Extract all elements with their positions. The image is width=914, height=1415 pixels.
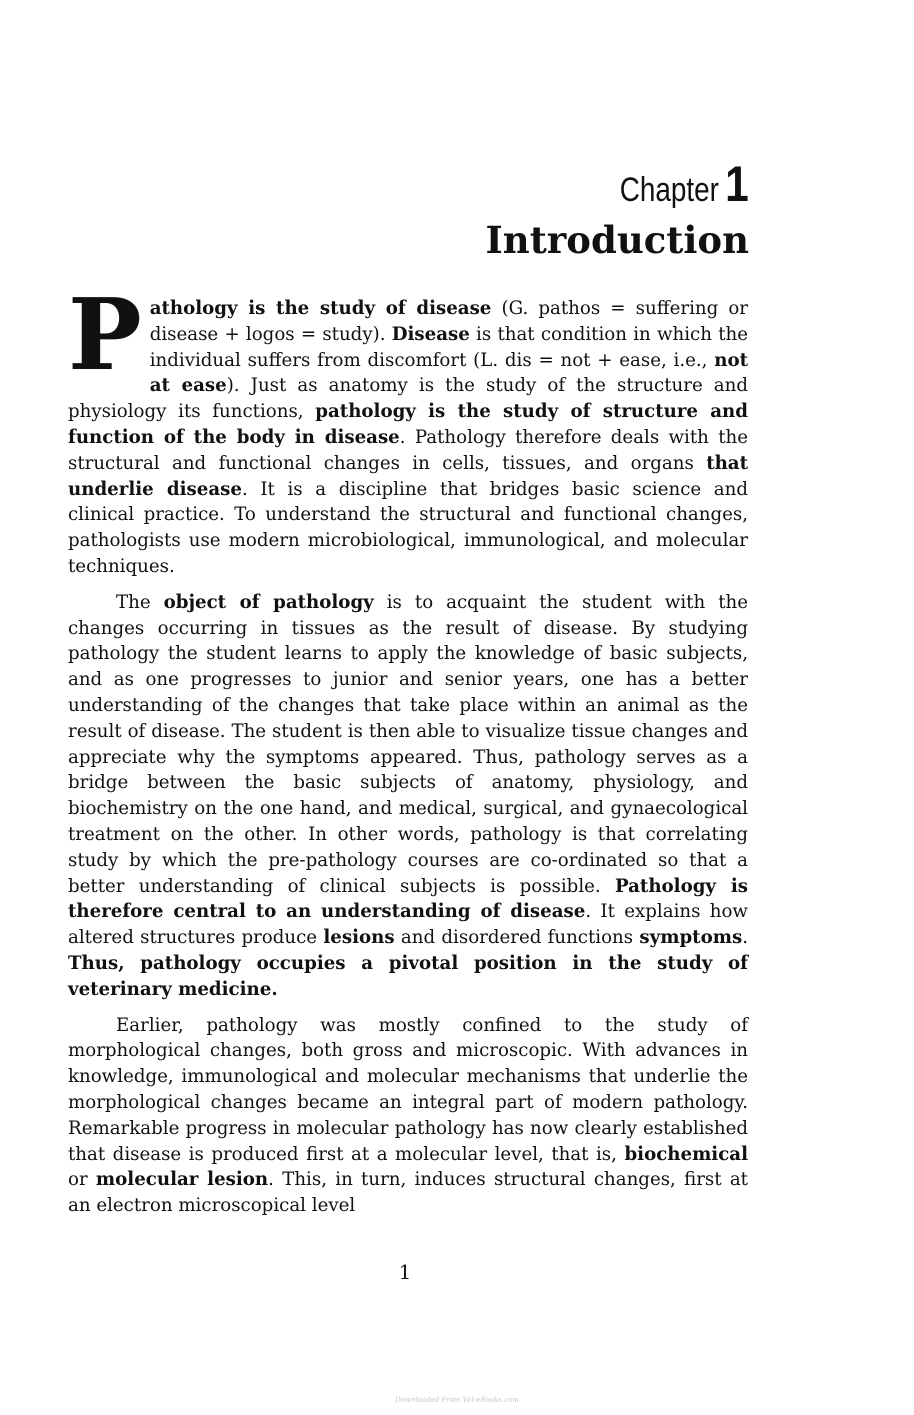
bold-phrase: symptoms [639,927,743,949]
bold-phrase: object of pathology [163,591,374,613]
page-number: 1 [398,1260,412,1284]
text-run: . It is a discipline that bridges basic science and clinical practice. To understand the structural and functional changes, pathologists use modern microbiological, immunological, and molecular techniques. [68,478,748,577]
text-run: . It explains how altered structures produce [68,901,748,949]
bold-phrase: Pathology is therefore central to an understanding of disease [68,875,748,923]
text-run: Earlier, pathology was mostly confined to the study of morphological changes, both gross and microscopic. With advances in knowledge, immunological and molecular mechanisms that underlie the morphological changes became an integral part of modern pathology. Remarkable progress in molecular pathology has now clearly established that disease is produced first at a molecular level, that is, [68,1014,748,1165]
paragraph-1 [68,278,748,580]
text-run: is that condition in which the individual suffers from discomfort (L. dis = not + ease, i.e., [149,323,748,371]
chapter-heading [598,155,749,213]
text-run: . Pathology therefore deals with the structural and functional changes in cells, tissues, and organs [68,426,748,474]
bold-phrase: that underlie disease [68,452,748,500]
drop-cap: P [68,278,142,393]
paragraph-2 [68,590,748,1003]
text-run: ). Just as anatomy is the study of the structure and physiology its functions, [68,375,748,423]
text-run: is to acquaint the student with the changes occurring in tissues as the result of disease. By studying pathology the student learns to apply the knowledge of basic subjects, and as one progresses to junior and senior years, one has a better understanding of the changes that take place within an animal as the result of disease. The student is then able to visualize tissue changes and appreciate why the symptoms appeared. Thus, pathology serves as a bridge between the basic subjects of anatomy, physiology, and biochemistry on the one hand, and medical, surgical, and gynaecological treatment on the other. In other words, pathology is that correlating study by which the pre-pathology courses are co-ordinated so that a better understanding of clinical subjects is possible. [68,591,748,897]
text-run: (G. pathos = suffering or disease + logos = study). [149,298,748,345]
paragraph-3 [68,1013,748,1219]
bold-phrase: pathology is the study of structure and function of the body in disease [68,401,748,448]
bold-phrase: lesions [323,927,395,949]
text-run: The [116,591,164,613]
body-text [68,278,748,1229]
bold-phrase: athology is the study of disease [149,298,492,319]
text-run: or [68,1169,96,1191]
text-run: and disordered functions [394,927,640,949]
bold-phrase: Disease [391,323,470,345]
watermark: Downloaded From Vet-eBooks.com [395,1396,519,1404]
text-run: . [742,927,748,949]
bold-phrase: biochemical [624,1143,748,1165]
chapter-label: Chapter [619,171,720,209]
bold-phrase: not at ease [149,349,748,397]
chapter-number: 1 [725,156,749,212]
bold-phrase: molecular lesion [95,1169,269,1191]
bold-phrase: Thus, pathology occupies a pivotal position in the study of veterinary medicine. [68,952,748,1000]
text-run: . This, in turn, induces structural changes, first at an electron microscopical level [68,1169,748,1217]
chapter-title: Introduction [485,218,749,262]
